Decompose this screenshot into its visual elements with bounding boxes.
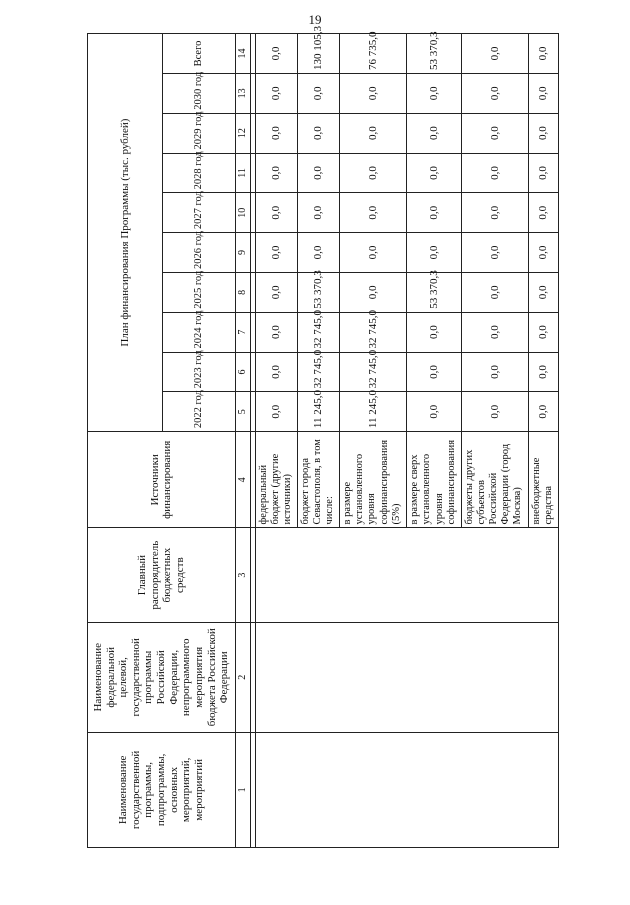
- column-numbers-row: [235, 34, 250, 848]
- amount-cell: 0,0: [340, 73, 407, 113]
- amount-cell: 53 370,3: [407, 272, 462, 312]
- header-year: Всего: [163, 34, 236, 74]
- amount-cell: 32 745,0: [340, 312, 407, 352]
- column-number: 5: [235, 392, 250, 432]
- amount-cell: 0,0: [462, 392, 529, 432]
- header-year: 2028 год: [163, 153, 236, 193]
- header-year: 2023 год: [163, 352, 236, 392]
- amount-cell: 0,0: [529, 352, 559, 392]
- amount-cell: 0,0: [529, 392, 559, 432]
- header-federal-program: Наименование федеральной целевой, государственной программы Российской Федерации, непрограммного мероприятия бюджета Российской Федерации: [88, 622, 236, 732]
- amount-cell: 0,0: [462, 34, 529, 74]
- funding-source-cell: в размере сверх установленного уровня софинансирования: [407, 432, 462, 528]
- program-name-cell: [255, 732, 558, 847]
- header-year: 2030 год: [163, 73, 236, 113]
- amount-cell: 0,0: [462, 312, 529, 352]
- column-number: 3: [235, 528, 250, 622]
- column-number: 4: [235, 432, 250, 528]
- amount-cell: 0,0: [340, 153, 407, 193]
- column-number: 10: [235, 193, 250, 233]
- column-number: 13: [235, 73, 250, 113]
- header-funding-sources: Источники финансирования: [88, 432, 236, 528]
- page-number: 19: [308, 12, 322, 27]
- amount-cell: 0,0: [255, 352, 297, 392]
- amount-cell: 0,0: [462, 73, 529, 113]
- federal-program-cell: [255, 622, 558, 732]
- amount-cell: 0,0: [340, 233, 407, 273]
- table-row: [255, 34, 297, 848]
- amount-cell: 0,0: [298, 193, 340, 233]
- column-number: 11: [235, 153, 250, 193]
- funding-source-cell: федеральный бюджет (другие источники): [255, 432, 297, 528]
- header-year: 2022 год: [163, 392, 236, 432]
- amount-cell: 0,0: [529, 113, 559, 153]
- amount-cell: 0,0: [529, 73, 559, 113]
- amount-cell: 130 105,3: [298, 34, 340, 74]
- rotated-table-frame: [87, 25, 559, 848]
- amount-cell: 0,0: [255, 153, 297, 193]
- amount-cell: 0,0: [407, 193, 462, 233]
- column-number: 14: [235, 34, 250, 74]
- column-number: 9: [235, 233, 250, 273]
- amount-cell: 0,0: [255, 73, 297, 113]
- amount-cell: 11 245,0: [340, 392, 407, 432]
- budget-manager-cell: [255, 528, 558, 622]
- header-year: 2027 год: [163, 193, 236, 233]
- amount-cell: 0,0: [340, 272, 407, 312]
- amount-cell: 0,0: [298, 73, 340, 113]
- amount-cell: 0,0: [529, 272, 559, 312]
- funding-source-cell: бюджеты других субъектов Российской Федерации (город Москва): [462, 432, 529, 528]
- amount-cell: 0,0: [462, 233, 529, 273]
- amount-cell: 0,0: [255, 233, 297, 273]
- amount-cell: 0,0: [529, 34, 559, 74]
- amount-cell: 53 370,3: [298, 272, 340, 312]
- amount-cell: 0,0: [407, 352, 462, 392]
- header-year: 2026 год: [163, 233, 236, 273]
- funding-source-cell: в размере установленного уровня софинансирования (5%): [340, 432, 407, 528]
- header-program-name: Наименование государственной программы, подпрограммы, основных мероприятий, мероприятий: [88, 732, 236, 847]
- column-number: 1: [235, 732, 250, 847]
- amount-cell: 0,0: [407, 392, 462, 432]
- column-number: 7: [235, 312, 250, 352]
- amount-cell: 0,0: [340, 193, 407, 233]
- amount-cell: 32 745,0: [340, 352, 407, 392]
- amount-cell: 0,0: [407, 233, 462, 273]
- amount-cell: 0,0: [529, 233, 559, 273]
- amount-cell: 32 745,0: [298, 352, 340, 392]
- header-financing-plan: План финансирования Программы (тыс. рублей): [88, 34, 163, 432]
- amount-cell: 0,0: [340, 113, 407, 153]
- amount-cell: 0,0: [407, 73, 462, 113]
- amount-cell: 0,0: [462, 113, 529, 153]
- amount-cell: 0,0: [407, 113, 462, 153]
- amount-cell: 0,0: [462, 272, 529, 312]
- amount-cell: 0,0: [407, 153, 462, 193]
- column-number: 12: [235, 113, 250, 153]
- amount-cell: 0,0: [529, 153, 559, 193]
- amount-cell: 0,0: [298, 153, 340, 193]
- amount-cell: 53 370,3: [407, 34, 462, 74]
- amount-cell: 32 745,0: [298, 312, 340, 352]
- amount-cell: 11 245,0: [298, 392, 340, 432]
- amount-cell: 0,0: [462, 153, 529, 193]
- amount-cell: 0,0: [298, 113, 340, 153]
- header-budget-manager: Главный распорядитель бюджетных средств: [88, 528, 236, 622]
- amount-cell: 76 735,0: [340, 34, 407, 74]
- header-year: 2025 год: [163, 272, 236, 312]
- amount-cell: 0,0: [298, 233, 340, 273]
- amount-cell: 0,0: [255, 34, 297, 74]
- amount-cell: 0,0: [529, 312, 559, 352]
- amount-cell: 0,0: [255, 193, 297, 233]
- column-number: 8: [235, 272, 250, 312]
- funding-source-cell: бюджет города Севастополя, в том числе:: [298, 432, 340, 528]
- funding-source-cell: внебюджетные средства: [529, 432, 559, 528]
- financing-plan-table: [87, 25, 559, 848]
- amount-cell: 0,0: [255, 312, 297, 352]
- amount-cell: 0,0: [407, 312, 462, 352]
- header-year: 2029 год: [163, 113, 236, 153]
- column-number: 6: [235, 352, 250, 392]
- amount-cell: 0,0: [255, 113, 297, 153]
- header-year: 2024 год: [163, 312, 236, 352]
- financing-table-area: [87, 25, 559, 848]
- amount-cell: 0,0: [462, 352, 529, 392]
- amount-cell: 0,0: [255, 272, 297, 312]
- column-number: 2: [235, 622, 250, 732]
- amount-cell: 0,0: [529, 193, 559, 233]
- amount-cell: 0,0: [462, 193, 529, 233]
- amount-cell: 0,0: [255, 392, 297, 432]
